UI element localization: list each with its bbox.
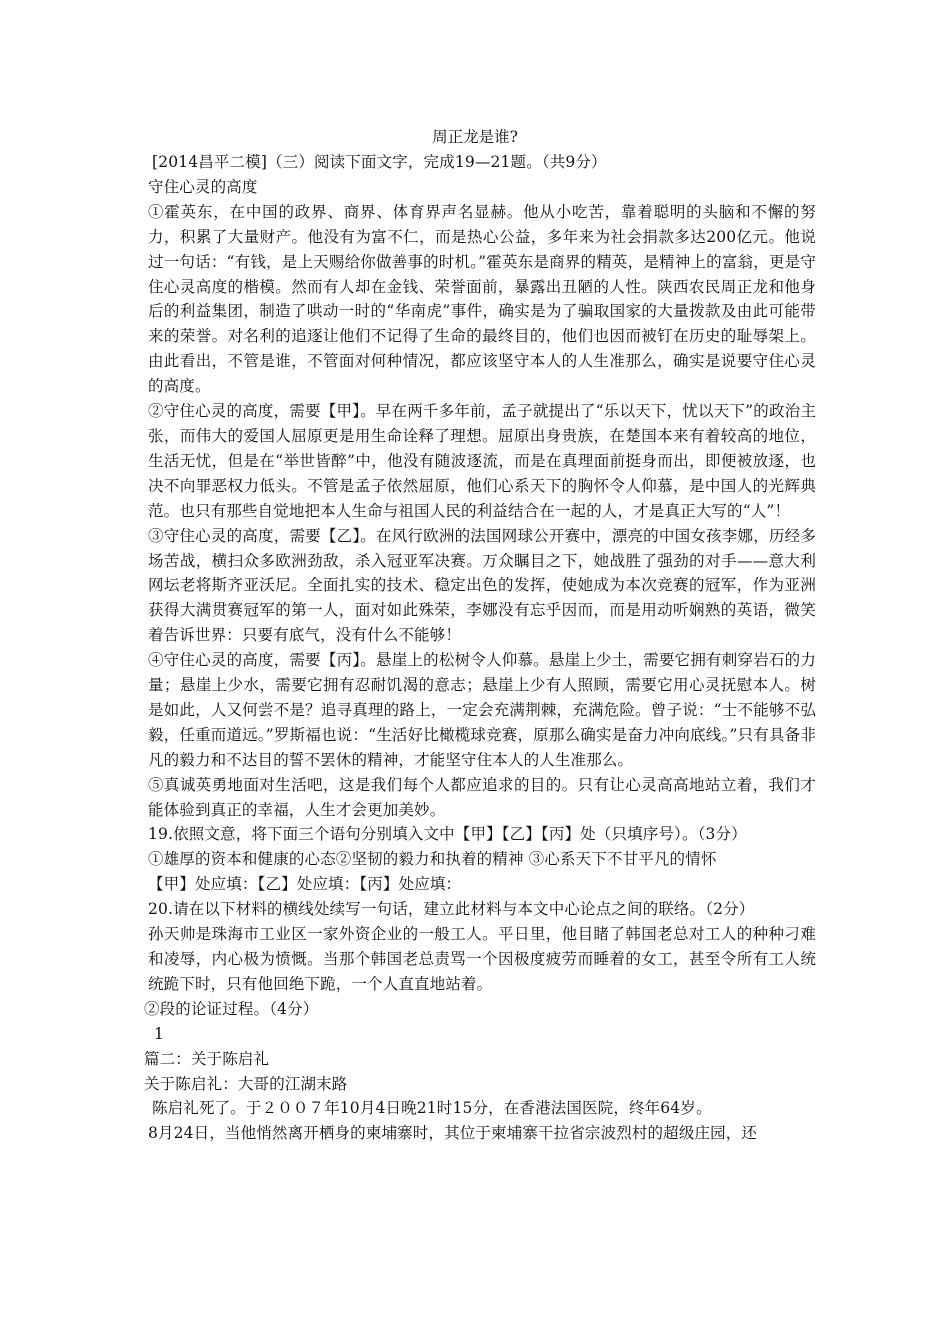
essay-paragraph-2: ②守住心灵的高度，需要【甲】。早在两千多年前，孟子就提出了“乐以天下，忧以天下”的政治主张，而伟大的爱国人屈原更是用生命诠释了理想。屈原出身贵族，在楚国本来有着较高的地位，生活无忧，但是在“举世皆醉”中，他没有随波逐流，而是在真理面前挺身而出，即便被放逐，也决不向罪恶权力低头。不管是孟子依然屈原，他们心系天下的胸怀令人仰慕，是中国人的光辉典范。也只有那些自觉地把本人生命与祖国人民的利益结合在一起的人，才是真正大写的“人”！ [148, 402, 816, 520]
section-heading: 篇二：关于陈启礼 [144, 1049, 270, 1068]
essay-paragraph-4: ④守住心灵的高度，需要【丙】。悬崖上的松树令人仰慕。悬崖上少土，需要它拥有刺穿岩石的力量；悬崖上少水，需要它拥有忍耐饥渴的意志；悬崖上少有人照顾，需要它用心灵抚慰本人。树是如此，人又何尝不是？追寻真理的路上，一定会充满荆棘，充满危险。曾子说：“士不能够不弘毅，任重而道远。”罗斯福也说：“生活好比橄榄球竞赛，原那么确实是奋力冲向底线。”只有具备非凡的毅力和不达目的誓不罢休的精神，才能坚守住本人的人生准那么。 [148, 651, 816, 769]
question-21-fragment: ②段的论证过程。（4分） [144, 999, 319, 1018]
question-20-material: 孙天帅是珠海市工业区一家外资企业的一般工人。平日里，他目睹了韩国老总对工人的种种刁难和凌辱，内心极为愤慨。当那个韩国老总责骂一个因极度疲劳而睡着的女工，甚至令所有工人统统跪下时，只有他回绝下跪，一个人直直地站着。 [148, 925, 816, 993]
question-19-options: ①雄厚的资本和健康的心态②坚韧的毅力和执着的精神 ③心系天下不甘平凡的情怀 [148, 850, 717, 869]
page-number: 1 [154, 1024, 165, 1043]
article-title: 关于陈启礼：大哥的江湖末路 [144, 1074, 348, 1093]
question-header: [2014昌平二模]（三）阅读下面文字，完成19—21题。（共9分） [152, 153, 607, 171]
essay-title: 守住心灵的高度 [148, 177, 258, 196]
question-20: 20.请在以下材料的横线处续写一句话，建立此材料与本文中心论点之间的联络。（2分） [148, 900, 755, 919]
essay-paragraph-1: ①霍英东，在中国的政界、商界、体育界声名显赫。他从小吃苦，靠着聪明的头脑和不懈的努力，积累了大量财产。他没有为富不仁，而是热心公益，多年来为社会捐款多达200亿元。他说过一句话：“有钱，是上天赐给你做善事的时机。”霍英东是商界的精英，是精神上的富翁，更是守住心灵高度的楷模。然而有人却在金钱、荣誉面前，暴露出丑陋的人性。陕西农民周正龙和他身后的利益集团，制造了哄动一时的“华南虎”事件，确实是为了骗取国家的大量拨款及由此可能带来的荣誉。对名利的追逐让他们不记得了生命的最终目的，他们也因而被钉在历史的耻辱架上。由此看出，不管是谁，不管面对何种情况，都应该坚守本人的人生准那么，确实是说要守住心灵的高度。 [148, 202, 816, 396]
document-body [144, 150, 816, 1146]
question-19-answer-line: 【甲】处应填：【乙】处应填：【丙】处应填： [148, 875, 462, 894]
document-title: 周正龙是谁? [432, 128, 518, 146]
essay-paragraph-5: ⑤真诚英勇地面对生活吧，这是我们每个人都应追求的目的。只有让心灵高高地站立着，我们才能体验到真正的幸福，人生才会更加美妙。 [148, 775, 816, 819]
article-paragraph-1: 陈启礼死了。于２００７年10月4日晚21时15分，在香港法国医院，终年64岁。 [152, 1099, 712, 1118]
question-19: 19.依照文意，将下面三个语句分别填入文中【甲】【乙】【丙】处（只填序号）。（3分） [148, 825, 747, 844]
essay-paragraph-3: ③守住心灵的高度，需要【乙】。在风行欧洲的法国网球公开赛中，漂亮的中国女孩李娜，历经多场苦战，横扫众多欧洲劲敌，杀入冠亚军决赛。万众瞩目之下，她战胜了强劲的对手——意大利网坛老将斯齐亚沃尼。全面扎实的技术、稳定出色的发挥，使她成为本次竞赛的冠军，作为亚洲获得大满贯赛冠军的第一人，面对如此殊荣，李娜没有忘乎因而，而是用动听娴熟的英语，微笑着告诉世界：只要有底气，没有什么不能够！ [148, 526, 816, 645]
article-paragraph-2: 8月24日，当他悄然离开栖身的柬埔寨时，其位于柬埔寨干拉省宗波烈村的超级庄园，还 [148, 1124, 758, 1143]
